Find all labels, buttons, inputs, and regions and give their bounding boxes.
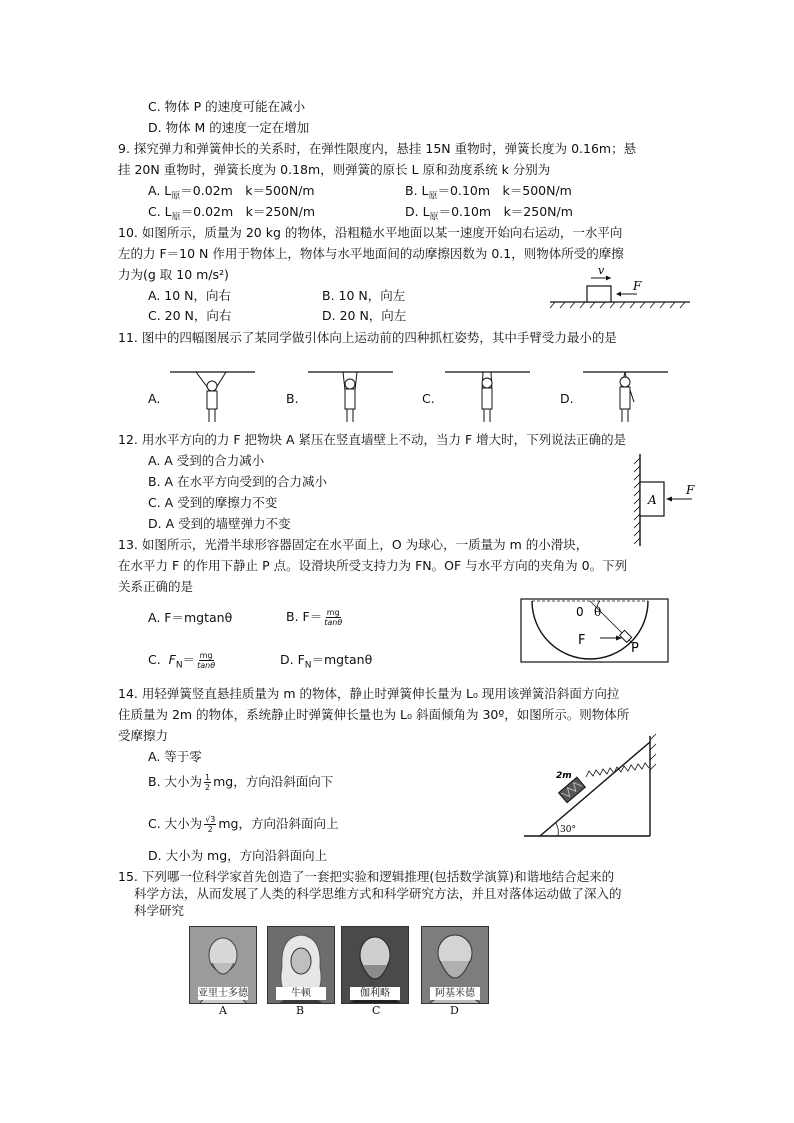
- q12-block-label: A: [648, 493, 657, 507]
- q12-figure: [628, 452, 708, 548]
- q13-figure: [520, 598, 670, 664]
- portrait-archimedes: [421, 926, 489, 1004]
- q13-stem-line2: 在水平力 F 的作用下静止 P 点。设滑块所受支持力为 FN。OF 与水平方向的夹角为 0。下列: [118, 558, 628, 573]
- q11-stem: 11. 图中的四幅图展示了某同学做引体向上运动前的四种抓杠姿势，其中手臂受力最小的是: [118, 330, 617, 345]
- q11-figure-a: [165, 366, 260, 424]
- q14-mass-label: 2m: [556, 771, 572, 781]
- q10-option-b: B. 10 N，向左: [322, 288, 406, 303]
- q9-stem-line1: 9. 探究弹力和弹簧伸长的关系时，在弹性限度内，悬挂 15N 重物时，弹簧长度为 0.16m；悬: [118, 141, 637, 156]
- q9-option-b: B. $L_原=0.10m$ k＝500N/m: [405, 183, 572, 202]
- q10-stem-line2: 左的力 F＝10 N 作用于物体上，物体与水平地面间的动摩擦因数为 0.1，则物体所受的摩擦: [118, 246, 624, 261]
- q10-f-label: F: [633, 279, 642, 293]
- q14-option-d: D. 大小为 mg，方向沿斜面向上: [148, 848, 328, 863]
- portrait-letter-a: A: [219, 1004, 227, 1017]
- q14-angle-label: 30°: [560, 825, 576, 835]
- q14-option-a: A. 等于零: [148, 749, 202, 764]
- portrait-newton: [267, 926, 335, 1004]
- q14-incline: [540, 742, 650, 836]
- portrait-label: 伽利略: [350, 987, 400, 1000]
- q13-option-d: D. $F_N=mgtan\theta$: [280, 652, 373, 671]
- q14-option-b: B. 大小为 $\frac{1}{2}$ mg，方向沿斜面向下: [148, 773, 334, 792]
- q12-stem: 12. 用水平方向的力 F 把物块 A 紧压在竖直墙壁上不动，当力 F 增大时，下列说法正确的是: [118, 432, 627, 447]
- q10-block: [587, 286, 611, 302]
- q9-option-a: A. $L_原=0.02m$ k＝500N/m: [148, 183, 315, 202]
- portrait-galileo: [341, 926, 409, 1004]
- q14-stem-line2: 住质量为 2m 的物体，系统静止时弹簧伸长量也为 L₀ 斜面倾角为 30º，如图所示。则物体所: [118, 707, 630, 722]
- q13-option-b: B. F＝ $\frac{mg}{\tan\theta}$: [286, 608, 343, 627]
- q10-v-label: v: [598, 264, 605, 277]
- q13-stem-line3: 关系正确的是: [118, 579, 194, 594]
- q9-option-c: C. $L_原=0.02m$ k＝250N/m: [148, 204, 316, 223]
- q10-figure: [545, 262, 695, 312]
- q15-stem-line3: 科学研究: [134, 903, 185, 918]
- portrait-label: 牛顿: [276, 987, 326, 1000]
- q11-figure-d: [578, 366, 673, 424]
- q10-option-a: A. 10 N，向右: [148, 288, 232, 303]
- portrait-aristotle: [189, 926, 257, 1004]
- q12-f-label: F: [686, 483, 695, 497]
- q15-stem-line2: 科学方法，从而发展了人类的科学思维方式和科学研究方法，并且对落体运动做了深入的: [134, 886, 622, 901]
- q10-stem-line1: 10. 如图所示，质量为 20 kg 的物体，沿粗糙水平地面以某一速度开始向右运动，一水平向: [118, 225, 623, 240]
- portrait-label: 亚里士多德: [198, 988, 248, 999]
- q11-figure-c: [440, 366, 535, 424]
- q11-label-c: C.: [422, 391, 435, 406]
- q14-figure: [520, 732, 670, 842]
- q8-option-d: D. 物体 M 的速度一定在增加: [148, 120, 310, 135]
- q13-theta-label: θ: [594, 605, 602, 619]
- q14-option-c: C. 大小为 $\frac{√3}{2}$ mg，方向沿斜面向上: [148, 815, 339, 834]
- q10-option-c: C. 20 N，向右: [148, 308, 232, 323]
- q12-option-a: A. A 受到的合力减小: [148, 453, 265, 468]
- q15-stem-line1: 15. 下列哪一位科学家首先创造了一套把实验和逻辑推理(包括数学演算)和谐地结合起来的: [118, 869, 615, 884]
- q12-option-d: D. A 受到的墙壁弹力不变: [148, 516, 291, 531]
- q11-label-a: A.: [148, 391, 161, 406]
- q12-option-c: C. A 受到的摩擦力不变: [148, 495, 278, 510]
- q14-stem-line3: 受摩擦力: [118, 728, 169, 743]
- q10-option-d: D. 20 N，向左: [322, 308, 407, 323]
- q9-stem-line2: 挂 20N 重物时，弹簧长度为 0.18m，则弹簧的原长 L 原和劲度系统 k 分别为: [118, 162, 551, 177]
- q10-stem-line3: 力为(g 取 10 m/s²): [118, 267, 229, 282]
- q13-o-label: 0: [576, 605, 584, 619]
- q13-option-a: A. F＝mgtanθ: [148, 610, 233, 625]
- q8-option-c: C. 物体 P 的速度可能在减小: [148, 99, 306, 114]
- portrait-letter-c: C: [372, 1004, 381, 1017]
- q13-stem-line1: 13. 如图所示，光滑半球形容器固定在水平面上，O 为球心，一质量为 m 的小滑块，: [118, 537, 589, 552]
- q14-block: [559, 777, 586, 802]
- q13-f-label: F: [578, 633, 586, 648]
- portrait-letter-d: D: [450, 1004, 459, 1017]
- q12-option-b: B. A 在水平方向受到的合力减小: [148, 474, 328, 489]
- q13-option-c: C. $F_N=$ $\frac{mg}{\tan\theta}$: [148, 651, 216, 671]
- q11-label-d: D.: [560, 391, 574, 406]
- q13-p-label: P: [631, 641, 639, 656]
- portrait-letter-b: B: [296, 1004, 305, 1017]
- q9-option-d: D. $L_原=0.10m$ k＝250N/m: [405, 204, 573, 223]
- q11-figure-b: [303, 366, 398, 424]
- q14-stem-line1: 14. 用轻弹簧竖直悬挂质量为 m 的物体，静止时弹簧伸长量为 L₀ 现用该弹簧沿斜面方向拉: [118, 686, 620, 701]
- portrait-label: 阿基米德: [430, 987, 480, 1000]
- q11-label-b: B.: [286, 391, 299, 406]
